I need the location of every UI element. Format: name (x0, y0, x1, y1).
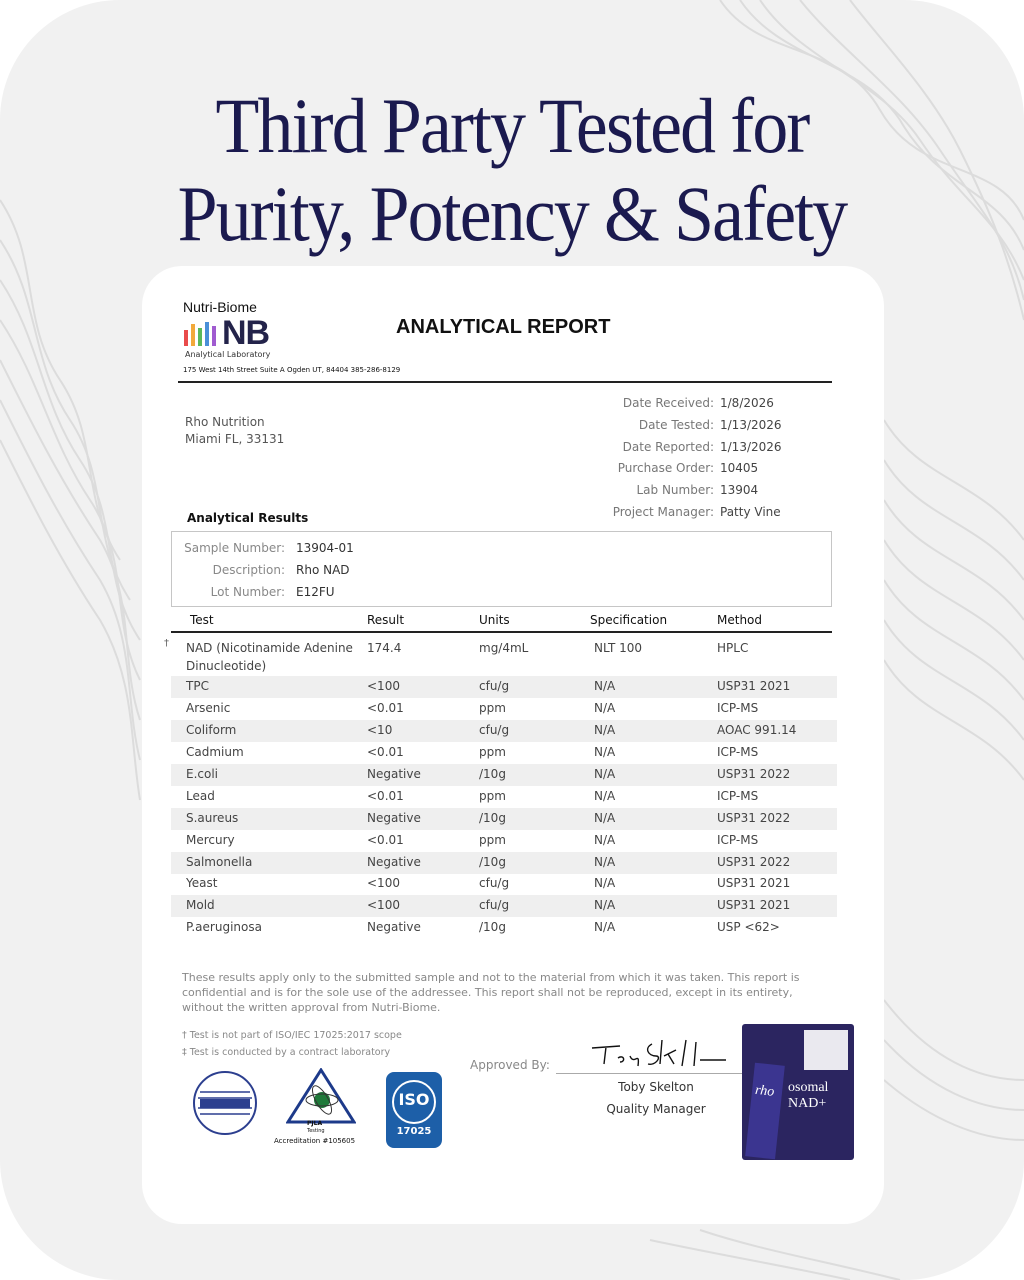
table-cell-spec: N/A (594, 898, 616, 912)
meta-label: Date Reported: (622, 440, 714, 454)
table-cell-units: /10g (479, 855, 506, 869)
product-name: osomal NAD+ (788, 1080, 829, 1111)
table-cell-spec: N/A (594, 767, 616, 781)
iso-number: 17025 (396, 1126, 432, 1137)
table-cell-spec: N/A (594, 811, 616, 825)
table-cell-units: ppm (479, 701, 506, 715)
approver-name: Toby Skelton (618, 1080, 694, 1094)
ilac-mra-logo (192, 1070, 258, 1136)
table-row (171, 786, 837, 808)
approved-by-label: Approved By: (470, 1058, 550, 1072)
table-cell-units: /10g (479, 811, 506, 825)
table-cell-test: Mold (186, 898, 215, 912)
column-header: Method (717, 613, 763, 627)
table-cell-test: Coliform (186, 723, 237, 737)
table-cell-spec: N/A (594, 723, 616, 737)
table-cell-units: cfu/g (479, 723, 510, 737)
table-cell-test: Dinucleotide) (186, 659, 267, 673)
table-cell-result: 174.4 (367, 641, 402, 655)
table-row (171, 917, 837, 939)
sample-value: Rho NAD (296, 563, 350, 577)
table-cell-spec: N/A (594, 855, 616, 869)
table-cell-test: Yeast (186, 876, 218, 890)
client-city: Miami FL, 33131 (185, 432, 285, 446)
table-cell-test: Mercury (186, 833, 235, 847)
lab-address: 175 West 14th Street Suite A Ogden UT, 84404 385-286-8129 (183, 366, 401, 374)
table-cell-test: NAD (Nicotinamide Adenine (186, 641, 353, 655)
disclaimer-text: These results apply only to the submitted sample and not to the material from which it was taken. This report is confidential and is for the sole use of the addressee. This report shall not be reproduced, except in its entirety, without the written approval from Nutri-Biome. (182, 971, 800, 1014)
table-cell-test: Lead (186, 789, 215, 803)
table-cell-units: cfu/g (479, 679, 510, 693)
table-cell-method: USP <62> (717, 920, 780, 934)
table-cell-spec: N/A (594, 876, 616, 890)
column-header: Units (479, 613, 510, 627)
headline-line-1: Third Party Tested for (215, 82, 809, 169)
headline-line-2: Purity, Potency & Safety (177, 170, 847, 257)
meta-label: Project Manager: (612, 505, 714, 519)
table-cell-method: USP31 2022 (717, 767, 791, 781)
table-cell-units: ppm (479, 789, 506, 803)
table-row (171, 742, 837, 764)
table-cell-method: USP31 2022 (717, 811, 791, 825)
table-row (171, 808, 837, 830)
column-header: Specification (590, 613, 668, 627)
column-header: Test (190, 613, 214, 627)
sample-value: 13904-01 (296, 541, 354, 555)
supplement-facts-panel (804, 1030, 848, 1070)
lab-subtitle: Analytical Laboratory (185, 350, 271, 359)
table-cell-spec: N/A (594, 789, 616, 803)
table-cell-test: P.aeruginosa (186, 920, 262, 934)
table-cell-test: Cadmium (186, 745, 244, 759)
table-cell-result: <100 (367, 679, 400, 693)
footnote: † Test is not part of ISO/IEC 17025:2017 scope (182, 1030, 402, 1041)
table-row (171, 656, 837, 674)
meta-value: 13904 (720, 483, 759, 497)
table-cell-units: ppm (479, 745, 506, 759)
table-row (171, 720, 837, 742)
table-cell-result: <0.01 (367, 833, 404, 847)
table-cell-method: ICP-MS (717, 745, 759, 759)
sample-label: Description: (212, 563, 285, 577)
table-cell-method: AOAC 991.14 (717, 723, 797, 737)
lab-name: Nutri-Biome (183, 299, 257, 315)
table-cell-units: /10g (479, 920, 506, 934)
table-cell-result: Negative (367, 767, 421, 781)
table-cell-method: ICP-MS (717, 701, 759, 715)
client-name: Rho Nutrition (185, 415, 265, 429)
meta-label: Date Tested: (638, 418, 714, 432)
table-cell-units: /10g (479, 767, 506, 781)
approver-title: Quality Manager (606, 1102, 706, 1116)
table-cell-method: USP31 2022 (717, 855, 791, 869)
table-cell-method: ICP-MS (717, 833, 759, 847)
accreditation-number: Accreditation #105605 (274, 1137, 356, 1145)
table-cell-units: cfu/g (479, 898, 510, 912)
table-cell-test: Salmonella (186, 855, 253, 869)
table-cell-spec: N/A (594, 701, 616, 715)
table-cell-result: <0.01 (367, 789, 404, 803)
table-cell-units: cfu/g (479, 876, 510, 890)
table-row (171, 764, 837, 786)
signature-line (556, 1073, 746, 1074)
meta-value: 1/13/2026 (720, 440, 782, 454)
report-title: ANALYTICAL REPORT (396, 316, 611, 338)
table-cell-test: E.coli (186, 767, 219, 781)
meta-label: Purchase Order: (617, 461, 714, 475)
signature-image (590, 1036, 730, 1072)
table-row (171, 873, 837, 895)
table-cell-result: <100 (367, 898, 400, 912)
table-row (171, 676, 837, 698)
table-cell-test: TPC (186, 679, 209, 693)
meta-value: 1/8/2026 (720, 396, 774, 410)
table-cell-spec: N/A (594, 745, 616, 759)
table-cell-result: <10 (367, 723, 393, 737)
header-divider (178, 381, 832, 383)
pjla-logo (286, 1068, 356, 1124)
table-cell-spec: NLT 100 (594, 641, 643, 655)
table-cell-method: ICP-MS (717, 789, 759, 803)
sample-label: Lot Number: (210, 585, 285, 599)
product-box-image (742, 1024, 854, 1160)
footnote: ‡ Test is conducted by a contract laboratory (182, 1047, 391, 1058)
results-table-header (171, 611, 832, 633)
table-cell-method: USP31 2021 (717, 679, 791, 693)
meta-value: Patty Vine (720, 505, 781, 519)
column-header: Result (367, 613, 405, 627)
table-cell-method: HPLC (717, 641, 749, 655)
product-sachet (745, 1063, 785, 1160)
table-cell-units: ppm (479, 833, 506, 847)
meta-label: Lab Number: (636, 483, 714, 497)
meta-label: Date Received: (622, 396, 714, 410)
table-cell-result: <0.01 (367, 701, 404, 715)
meta-value: 10405 (720, 461, 759, 475)
table-row (171, 830, 837, 852)
iso-text: ISO (398, 1090, 430, 1109)
sample-value: E12FU (296, 585, 335, 599)
pjla-name: PJLA (307, 1120, 323, 1127)
table-cell-result: Negative (367, 855, 421, 869)
table-cell-test: Arsenic (186, 701, 231, 715)
table-row (171, 698, 837, 720)
iso-badge (386, 1072, 442, 1148)
section-title: Analytical Results (187, 511, 309, 525)
table-cell-result: <100 (367, 876, 400, 890)
table-cell-spec: N/A (594, 920, 616, 934)
table-cell-method: USP31 2021 (717, 898, 791, 912)
table-cell-units: mg/4mL (479, 641, 529, 655)
table-cell-result: <0.01 (367, 745, 404, 759)
product-brand: rho (754, 1082, 775, 1100)
pjla-subtitle: Testing (307, 1128, 325, 1134)
table-cell-method: USP31 2021 (717, 876, 791, 890)
table-cell-result: Negative (367, 811, 421, 825)
table-row (171, 895, 837, 917)
lab-logo-letters: NB (222, 314, 270, 352)
table-cell-test: S.aureus (186, 811, 239, 825)
table-cell-spec: N/A (594, 679, 616, 693)
table-row (171, 638, 837, 656)
table-cell-spec: N/A (594, 833, 616, 847)
table-row (171, 852, 837, 874)
meta-value: 1/13/2026 (720, 418, 782, 432)
test-tubes-icon (183, 318, 221, 348)
sample-label: Sample Number: (184, 541, 285, 555)
table-cell-result: Negative (367, 920, 421, 934)
dagger-mark: † (164, 638, 169, 649)
